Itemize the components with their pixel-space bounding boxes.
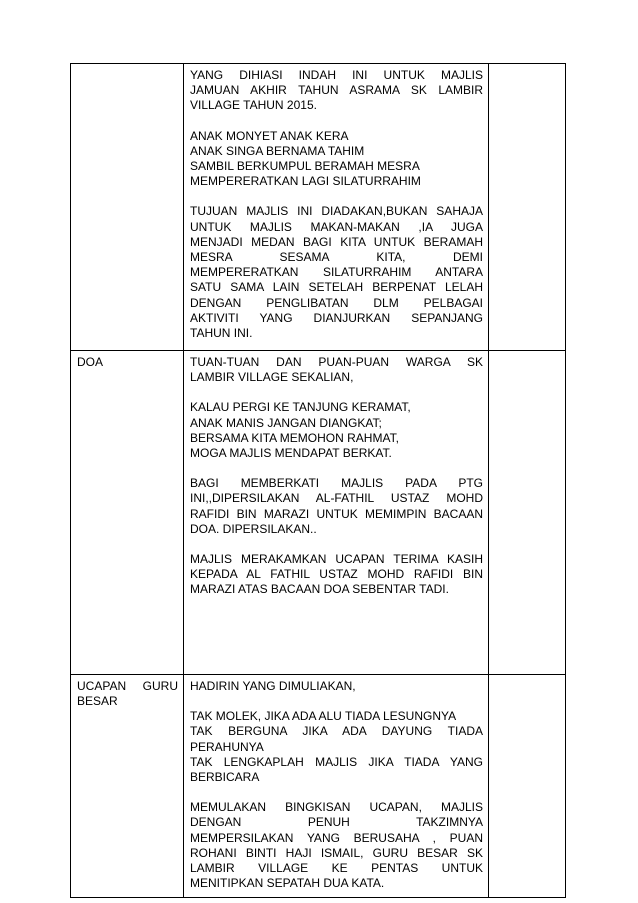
script-line: ANAK MONYET ANAK KERA <box>190 128 349 143</box>
script-line: MEMPERSILAKAN YANG BERUSAHA , PUAN <box>190 830 483 845</box>
script-paragraph <box>190 552 483 598</box>
script-line: LAMBIR VILLAGE SEKALIAN, <box>190 370 354 385</box>
script-line: HADIRIN YANG DIMULIAKAN, <box>190 679 356 693</box>
segment-label-line: DOA <box>77 355 104 369</box>
script-line: MARAZI ATAS BACAAN DOA SEBENTAR TADI. <box>190 582 449 597</box>
script-line: TUJUAN MAJLIS INI DIADAKAN,BUKAN SAHAJA <box>190 204 483 219</box>
program-script-body <box>71 64 566 898</box>
segment-label-line: BESAR <box>77 694 118 709</box>
script-line: KEPADA AL FATHIL USTAZ MOHD RAFIDI BIN <box>190 567 483 582</box>
script-row <box>71 64 566 351</box>
script-line: MAJLIS MERAKAMKAN UCAPAN TERIMA KASIH <box>190 552 483 567</box>
script-line: ANAK SINGA BERNAMA TAHIM <box>190 143 365 158</box>
script-row <box>71 675 566 898</box>
script-line: BAGI MEMBERKATI MAJLIS PADA PTG <box>190 476 483 491</box>
script-paragraph <box>190 709 483 785</box>
script-text-cell <box>184 351 489 675</box>
script-paragraph <box>190 679 483 694</box>
script-line: BERSAMA KITA MEMOHON RAHMAT, <box>190 430 399 445</box>
segment-label-cell <box>71 64 184 351</box>
script-paragraph <box>190 476 483 537</box>
script-line: JAMUAN AKHIR TAHUN ASRAMA SK LAMBIR <box>190 83 483 98</box>
script-line: UNTUK MAJLIS MAKAN-MAKAN ,IA JUGA <box>190 219 483 234</box>
script-paragraph <box>190 68 483 114</box>
script-line: PERAHUNYA <box>190 739 264 754</box>
script-line: DENGAN PENUH TAKZIMNYA <box>190 815 483 830</box>
script-line: TAK LENGKAPLAH MAJLIS JIKA TIADA YANG <box>190 754 483 769</box>
script-line: MENITIPKAN SEPATAH DUA KATA. <box>190 876 385 891</box>
program-script-table <box>70 63 566 898</box>
script-line: INI,,DIPERSILAKAN AL-FATHIL USTAZ MOHD <box>190 491 483 506</box>
script-line: SAMBIL BERKUMPUL BERAMAH MESRA <box>190 159 420 174</box>
script-paragraph <box>190 129 483 190</box>
notes-cell <box>489 64 566 351</box>
segment-label-cell <box>71 675 184 898</box>
script-line: BERBICARA <box>190 770 260 785</box>
script-line: MOGA MAJLIS MENDAPAT BERKAT. <box>190 446 392 461</box>
segment-label-cell <box>71 351 184 675</box>
script-line: YANG DIHIASI INDAH INI UNTUK MAJLIS <box>190 68 483 82</box>
script-line: TAHUN INI. <box>190 326 253 341</box>
script-line: LAMBIR VILLAGE KE PENTAS UNTUK <box>190 861 483 876</box>
notes-cell <box>489 351 566 675</box>
script-line: MENJADI MEDAN BAGI KITA UNTUK BERAMAH <box>190 234 483 249</box>
script-line: VILLAGE TAHUN 2015. <box>190 98 317 113</box>
script-paragraph <box>190 800 483 891</box>
script-text-cell <box>184 64 489 351</box>
script-line: TAK BERGUNA JIKA ADA DAYUNG TIADA <box>190 724 483 739</box>
script-text-cell <box>184 675 489 898</box>
script-line: MEMULAKAN BINGKISAN UCAPAN, MAJLIS <box>190 800 483 815</box>
script-line: DENGAN PENGLIBATAN DLM PELBAGAI <box>190 295 483 310</box>
script-line: TUAN-TUAN DAN PUAN-PUAN WARGA SK <box>190 355 483 369</box>
script-line: KALAU PERGI KE TANJUNG KERAMAT, <box>190 400 411 415</box>
script-line: AKTIVITI YANG DIANJURKAN SEPANJANG <box>190 310 483 325</box>
script-line: RAFIDI BIN MARAZI UNTUK MEMIMPIN BACAAN <box>190 506 483 521</box>
script-line: ROHANI BINTI HAJI ISMAIL, GURU BESAR SK <box>190 845 483 860</box>
script-line: MESRA SESAMA KITA, DEMI <box>190 250 483 265</box>
script-paragraph <box>190 355 483 385</box>
segment-label-line: UCAPAN GURU <box>77 679 178 693</box>
script-line: ANAK MANIS JANGAN DIANGKAT; <box>190 415 382 430</box>
script-line: DOA. DIPERSILAKAN.. <box>190 521 317 536</box>
script-line: TAK MOLEK, JIKA ADA ALU TIADA LESUNGNYA <box>190 709 457 724</box>
script-paragraph <box>190 400 483 461</box>
script-line: SATU SAMA LAIN SETELAH BERPENAT LELAH <box>190 280 483 295</box>
script-paragraph <box>190 204 483 341</box>
script-line: MEMPERERATKAN LAGI SILATURRAHIM <box>190 174 421 189</box>
script-row <box>71 351 566 675</box>
script-line: MEMPERERATKAN SILATURRAHIM ANTARA <box>190 265 483 280</box>
notes-cell <box>489 675 566 898</box>
